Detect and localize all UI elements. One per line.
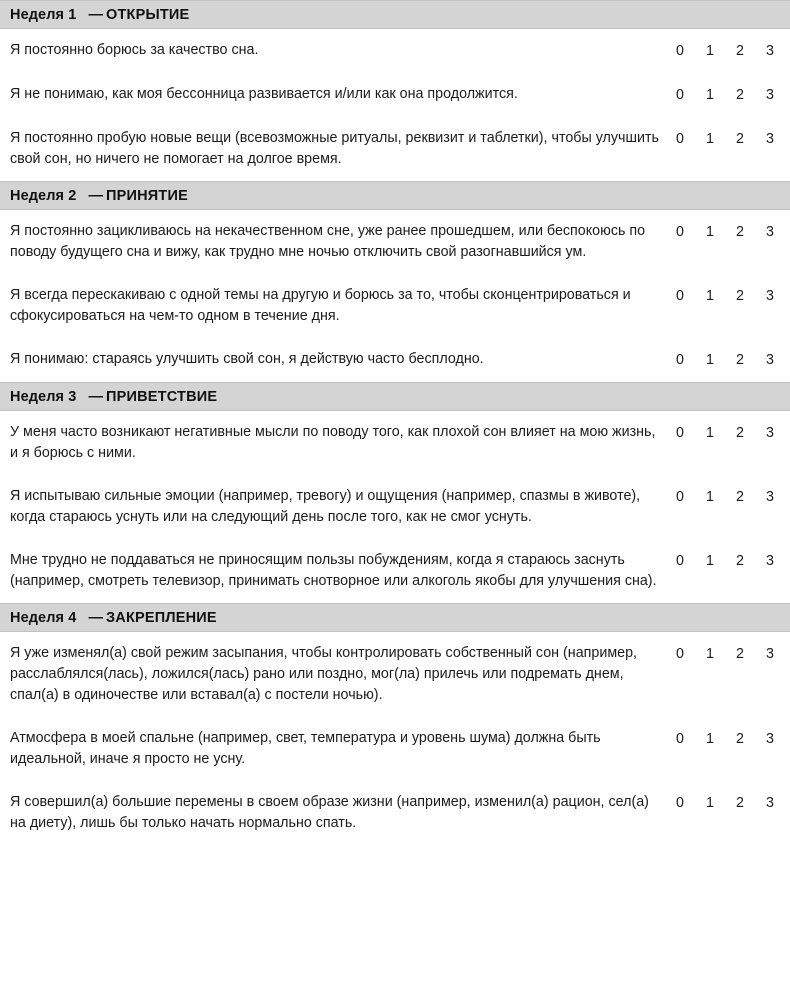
question-row [0,29,790,73]
question-text: Атмосфера в моей спальне (например, свет, температура и уровень шума) должна быть идеальной, иначе я просто не усну. [10,730,601,767]
rating-scale [670,486,780,508]
rating-option-0[interactable]: 0 [676,288,684,304]
section-week-label: Неделя 1 [10,6,81,23]
rating-option-3[interactable]: 3 [766,646,774,662]
rating-option-2[interactable]: 2 [736,43,744,59]
rating-option-0[interactable]: 0 [676,731,684,747]
rating-option-0[interactable]: 0 [676,224,684,240]
rating-option-1[interactable]: 1 [706,795,714,811]
rating-option-1[interactable]: 1 [706,352,714,368]
section-week-label: Неделя 2 [10,187,81,204]
question-text: Я испытываю сильные эмоции (например, тревогу) и ощущения (например, спазмы в животе), когда стараюсь уснуть или на следующий день после того, как не смог уснуть. [10,488,641,525]
rating-option-2[interactable]: 2 [736,352,744,368]
rating-option-1[interactable]: 1 [706,489,714,505]
rating-option-2[interactable]: 2 [736,553,744,569]
rating-scale [670,550,780,572]
rating-option-0[interactable]: 0 [676,646,684,662]
rating-option-3[interactable]: 3 [766,553,774,569]
rating-option-0[interactable]: 0 [676,489,684,505]
question-row [0,274,790,338]
rating-option-3[interactable]: 3 [766,131,774,147]
rating-option-2[interactable]: 2 [736,131,744,147]
rating-option-0[interactable]: 0 [676,43,684,59]
question-row [0,475,790,539]
section-week-label: Неделя 4 [10,609,81,626]
rating-option-3[interactable]: 3 [766,43,774,59]
rating-option-2[interactable]: 2 [736,288,744,304]
rating-option-1[interactable]: 1 [706,87,714,103]
rating-option-0[interactable]: 0 [676,87,684,103]
question-text: Я не понимаю, как моя бессонница развивается и/или как она продолжится. [10,86,518,102]
rating-option-1[interactable]: 1 [706,288,714,304]
rating-scale [670,422,780,444]
rating-scale [670,285,780,307]
section-header-week-1 [0,0,790,29]
question-row [0,632,790,717]
rating-option-3[interactable]: 3 [766,87,774,103]
rating-option-0[interactable]: 0 [676,131,684,147]
section-week-label: Неделя 3 [10,388,81,405]
question-row [0,338,790,382]
rating-option-1[interactable]: 1 [706,131,714,147]
rating-option-2[interactable]: 2 [736,224,744,240]
question-text: Я совершил(а) большие перемены в своем образе жизни (например, изменил(а) рацион, сел(а) на диету), лишь бы только начать нормально спать. [10,794,649,831]
question-row [0,411,790,475]
rating-option-2[interactable]: 2 [736,646,744,662]
question-text: Мне трудно не поддаваться не приносящим пользы побуждениям, когда я стараюсь заснуть (например, смотреть телевизор, принимать снотворное или алкоголь якобы для улучшения сна). [10,552,657,589]
section-dash: — [88,6,103,23]
section-dash: — [88,388,103,405]
rating-option-3[interactable]: 3 [766,224,774,240]
rating-option-2[interactable]: 2 [736,731,744,747]
rating-option-0[interactable]: 0 [676,425,684,441]
section-title: ПРИНЯТИЕ [106,187,188,204]
question-row [0,210,790,274]
rating-option-3[interactable]: 3 [766,489,774,505]
rating-option-3[interactable]: 3 [766,288,774,304]
rating-option-0[interactable]: 0 [676,795,684,811]
section-dash: — [88,609,103,626]
question-text: Я постоянно зацикливаюсь на некачественном сне, уже ранее прошедшем, или беспокоюсь по поводу будущего сна и вижу, как трудно мне ночью отключить свой разогнавшийся ум. [10,223,646,260]
rating-option-2[interactable]: 2 [736,87,744,103]
rating-scale [670,128,780,150]
question-row [0,781,790,845]
section-header-week-2 [0,181,790,210]
rating-option-1[interactable]: 1 [706,731,714,747]
rating-scale [670,728,780,750]
rating-option-2[interactable]: 2 [736,795,744,811]
section-header-week-4 [0,603,790,632]
rating-option-1[interactable]: 1 [706,646,714,662]
section-title: ОТКРЫТИЕ [106,6,190,23]
rating-option-2[interactable]: 2 [736,425,744,441]
question-row [0,117,790,181]
section-dash: — [88,187,103,204]
question-row [0,539,790,603]
rating-scale [670,792,780,814]
question-text: Я всегда перескакиваю с одной темы на другую и борюсь за то, чтобы сконцентрироваться и сфокусироваться на чем-то одном в течение дня. [10,287,631,324]
question-text: Я понимаю: стараясь улучшить свой сон, я действую часто бесплодно. [10,351,484,367]
section-header-week-3 [0,382,790,411]
question-row [0,717,790,781]
rating-option-0[interactable]: 0 [676,553,684,569]
question-text: Я постоянно пробую новые вещи (всевозможные ритуалы, реквизит и таблетки), чтобы улучшить свой сон, но ничего не помогает на долгое время. [10,130,659,167]
question-text: У меня часто возникают негативные мысли по поводу того, как плохой сон влияет на мою жизнь, и я борюсь с ними. [10,424,656,461]
rating-option-3[interactable]: 3 [766,425,774,441]
section-title: ПРИВЕТСТВИЕ [106,388,218,405]
section-title: ЗАКРЕПЛЕНИЕ [106,609,217,626]
rating-scale [670,84,780,106]
rating-option-1[interactable]: 1 [706,43,714,59]
question-row [0,73,790,117]
rating-option-3[interactable]: 3 [766,352,774,368]
rating-option-1[interactable]: 1 [706,224,714,240]
rating-option-3[interactable]: 3 [766,731,774,747]
question-text: Я уже изменял(а) свой режим засыпания, чтобы контролировать собственный сон (например, расслаблялся(лась), ложился(лась) рано или поздно, мог(ла) прилечь или подремать днем, спал(а) в одиночестве или вставал(а) с постели ночью). [10,645,638,703]
rating-scale [670,643,780,665]
rating-scale [670,40,780,62]
rating-option-1[interactable]: 1 [706,553,714,569]
rating-option-1[interactable]: 1 [706,425,714,441]
rating-option-0[interactable]: 0 [676,352,684,368]
rating-scale [670,349,780,371]
question-text: Я постоянно борюсь за качество сна. [10,42,259,58]
rating-option-3[interactable]: 3 [766,795,774,811]
rating-option-2[interactable]: 2 [736,489,744,505]
rating-scale [670,221,780,243]
